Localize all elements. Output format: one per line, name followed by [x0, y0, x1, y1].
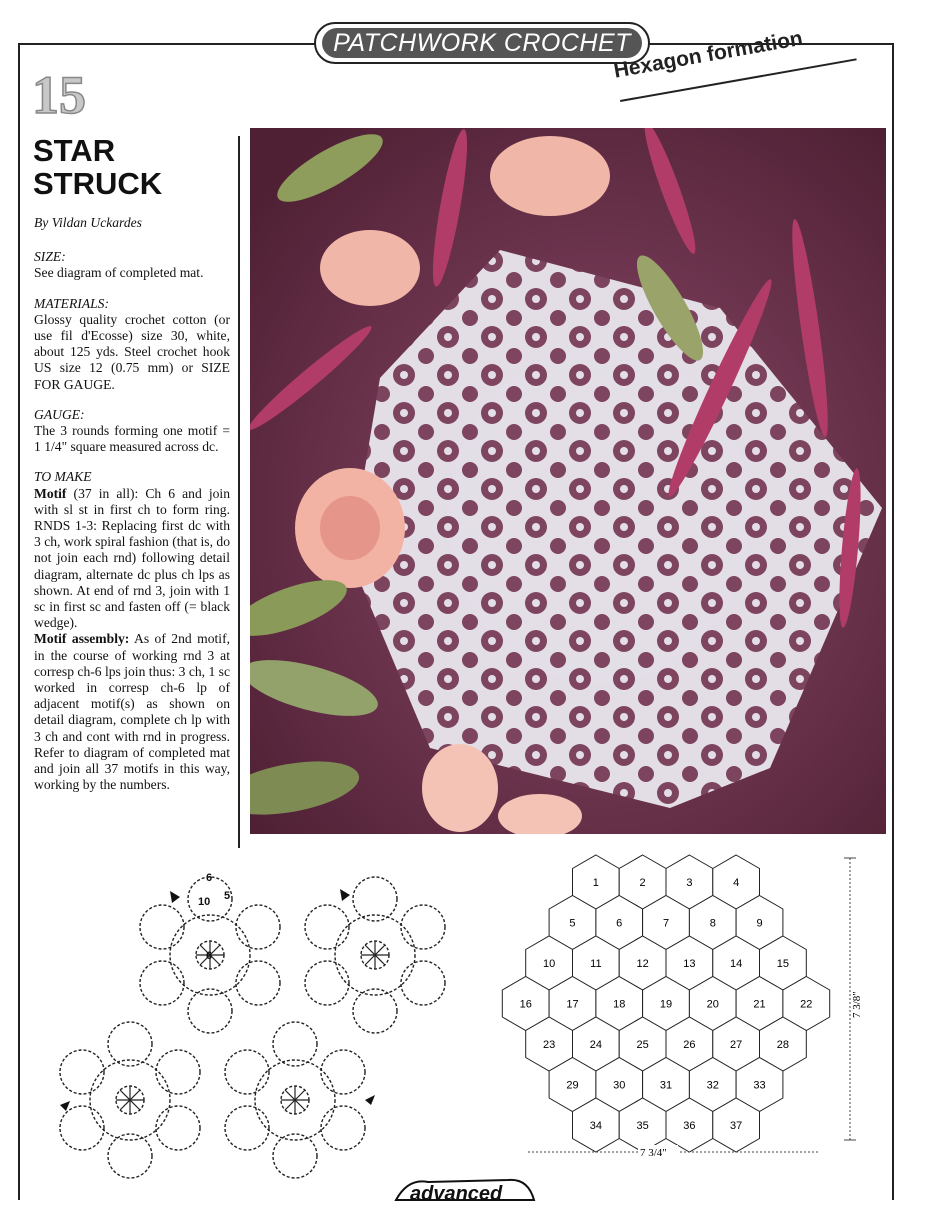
detail-label-b: 10 [198, 896, 211, 908]
logo-text: advanced [410, 1183, 503, 1202]
column-divider [238, 136, 240, 848]
mat-hexagon-number: 15 [776, 958, 790, 970]
section-banner-text: PATCHWORK CROCHET [333, 28, 631, 57]
mat-layout-diagram [488, 850, 878, 1170]
detail-diagram [40, 855, 470, 1180]
doily-photo-art [250, 128, 886, 834]
detail-label-c: 5 [224, 890, 231, 902]
mat-hexagon-number: 30 [613, 1079, 626, 1092]
mat-hexagon-number: 5 [569, 917, 576, 930]
detail-label-d: 6 [206, 950, 213, 962]
width-dimension-label: 7 3/4" [640, 1147, 667, 1159]
mat-hexagon-number: 29 [566, 1079, 579, 1092]
size-text: See diagram of completed mat. [34, 265, 204, 281]
mat-hexagon-number: 11 [590, 958, 602, 970]
materials-heading: MATERIALS: [34, 295, 110, 311]
mat-hexagon-number: 36 [683, 1120, 696, 1132]
mat-hexagon-number: 6 [616, 917, 623, 930]
mat-hexagon-number: 8 [709, 917, 716, 930]
right-border [892, 43, 894, 1200]
assembly-label: Motif assembly: [34, 631, 130, 647]
title-line-2: STRUCK [33, 166, 163, 201]
gauge-text: The 3 rounds forming one motif = 1 1/4" square measured across dc. [34, 423, 230, 455]
to-make-heading: TO MAKE [34, 469, 92, 485]
assembly-paragraph [34, 631, 230, 793]
mat-hexagon-number: 9 [756, 917, 763, 930]
mat-hexagon-number: 33 [753, 1079, 766, 1092]
subtitle-tag [612, 26, 842, 108]
mat-hexagon-number: 35 [636, 1120, 649, 1132]
mat-hexagon-number: 25 [636, 1039, 649, 1051]
footer-logo [388, 1172, 538, 1202]
mat-hexagon-number: 12 [636, 958, 649, 970]
mat-hexagon-number: 20 [706, 998, 719, 1011]
mat-hexagon-number: 7 [662, 917, 670, 930]
motif-text: (37 in all): Ch 6 and join with sl st in first ch to form ring. RNDS 1-3: Replacing first dc with 3 ch, work spiral fashion (that is, do not join each rnd) following detail diagram, alternate dc plus ch lps as shown. At end of rnd 3, join with 1 sc in first sc and fasten off (= black wedge). [34, 485, 230, 631]
advanced-logo [388, 1172, 538, 1202]
pattern-number: 15 [32, 65, 86, 125]
mat-hexagon-number: 27 [730, 1039, 743, 1051]
detail-label-a: 6 [206, 872, 213, 884]
gauge-heading: GAUGE: [34, 406, 85, 422]
section-banner [314, 22, 650, 64]
motif-label: Motif [34, 485, 67, 501]
author-credit: By Vildan Uckardes [34, 215, 142, 230]
doily-photo [250, 128, 886, 834]
mat-hexagon-number: 16 [519, 998, 532, 1011]
mat-hexagon-number: 3 [686, 877, 693, 889]
left-border [18, 43, 20, 1200]
subtitle-text: Hexagon formation [612, 26, 805, 83]
assembly-text: As of 2nd motif, in the course of working rnd 3 at corresp ch-6 lps join thus: 3 ch, 1 sc worked in corresp ch-6 lp of adjacent motif(s) as shown on detail diagram, complete ch lp with 3 ch and cont with rnd in progress. Refer to diagram of completed mat and join all 37 motifs in this way, working by the numbers. [34, 631, 230, 793]
mat-hexagon-number: 17 [566, 998, 579, 1011]
mat-hexagon-number: 26 [683, 1039, 696, 1051]
mat-hexagon-number: 31 [659, 1079, 673, 1092]
instructions [34, 215, 230, 794]
mat-hexagon-number: 21 [753, 998, 766, 1011]
mat-hexagon-number: 13 [683, 958, 696, 970]
materials-text: Glossy quality crochet cotton (or use fil d'Ecosse) size 30, white, about 125 yds. Steel crochet hook US size 12 (0.75 mm) or SIZE FOR GAUGE. [34, 311, 230, 392]
mat-hexagon-number: 34 [589, 1120, 602, 1132]
mat-hexagon-number: 24 [589, 1039, 602, 1051]
mat-hexagon-number: 1 [592, 877, 599, 889]
mat-hexagon-number: 37 [730, 1120, 743, 1132]
pattern-title [33, 134, 233, 200]
mat-hexagon-number: 23 [542, 1039, 556, 1051]
height-dimension-label: 7 3/8" [851, 991, 863, 1018]
size-heading: SIZE: [34, 249, 66, 265]
mat-hexagon-number: 4 [733, 877, 740, 889]
motif-paragraph [34, 486, 230, 632]
title-line-1: STAR [33, 133, 116, 168]
mat-layout-art [488, 850, 878, 1170]
mat-hexagon-number: 18 [613, 998, 626, 1011]
mat-hexagon-number: 10 [542, 958, 556, 970]
mat-hexagon-number: 28 [776, 1039, 790, 1051]
mat-hexagon-number: 32 [706, 1079, 719, 1092]
mat-hexagon-number: 22 [800, 998, 813, 1011]
mat-hexagon-number: 19 [659, 998, 673, 1011]
detail-diagram-art [40, 855, 470, 1180]
mat-hexagon-number: 14 [730, 958, 743, 970]
mat-hexagon-number: 2 [639, 877, 646, 889]
